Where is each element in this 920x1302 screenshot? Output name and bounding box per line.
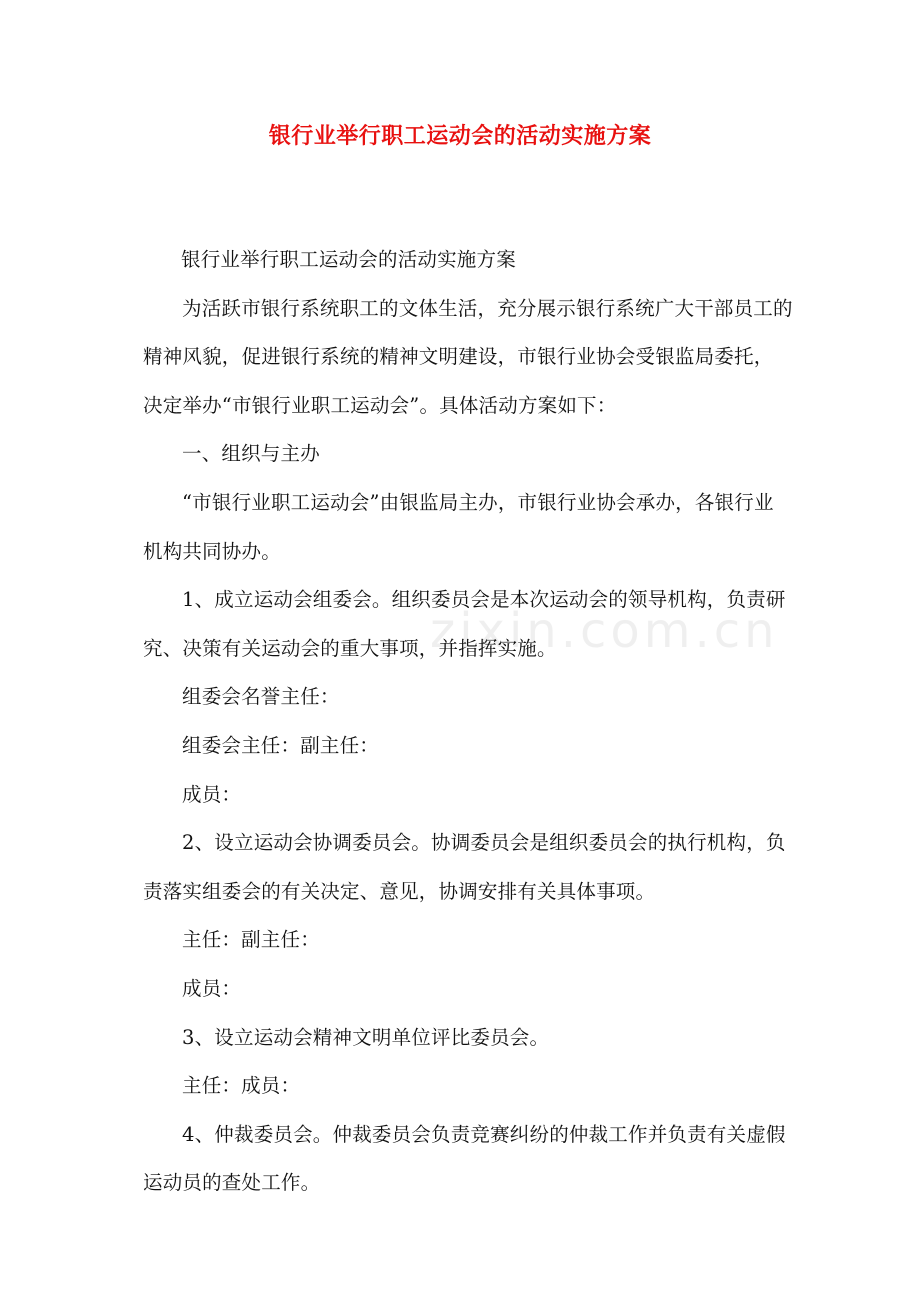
document-title: 银行业举行职工运动会的活动实施方案 [268,123,652,149]
section-heading-organization: 一、组织与主办 [182,442,320,466]
list-item-committee: 1、成立运动会组委会。组织委员会是本次运动会的领导机构，负责研究、决策有关运动会的重大事项，并指挥实施。 [143,588,786,660]
committee-members: 成员： [182,782,242,806]
evaluation-director-members: 主任：成员： [182,1074,301,1098]
committee-director: 组委会主任：副主任： [182,733,380,757]
watermark-logo: zixin.com.cn [430,603,779,659]
coordination-members: 成员： [182,976,242,1000]
body-paragraph-heading: 银行业举行职工运动会的活动实施方案 [181,248,516,271]
body-paragraph-intro: 为活跃市银行系统职工的文体生活，充分展示银行系统广大干部员工的精神风貌，促进银行系统的精神文明建设，市银行业协会受银监局委托，决定举办“市银行业职工运动会”。具体活动方案如下： [143,296,793,417]
list-item-arbitration: 4、仲裁委员会。仲裁委员会负责竞赛纠纷的仲裁工作并负责有关虚假运动员的查处工作。 [143,1122,786,1195]
coordination-director: 主任：副主任： [182,928,320,952]
body-paragraph-organizers: “市银行业职工运动会”由银监局主办，市银行业协会承办，各银行业机构共同协办。 [143,490,774,563]
list-item-coordination: 2、设立运动会协调委员会。协调委员会是组织委员会的执行机构，负责落实组委会的有关决定、意见，协调安排有关具体事项。 [143,831,786,903]
committee-honorary-director: 组委会名誉主任： [182,685,340,709]
list-item-evaluation: 3、设立运动会精神文明单位评比委员会。 [182,1025,550,1049]
document-body [143,236,793,1208]
